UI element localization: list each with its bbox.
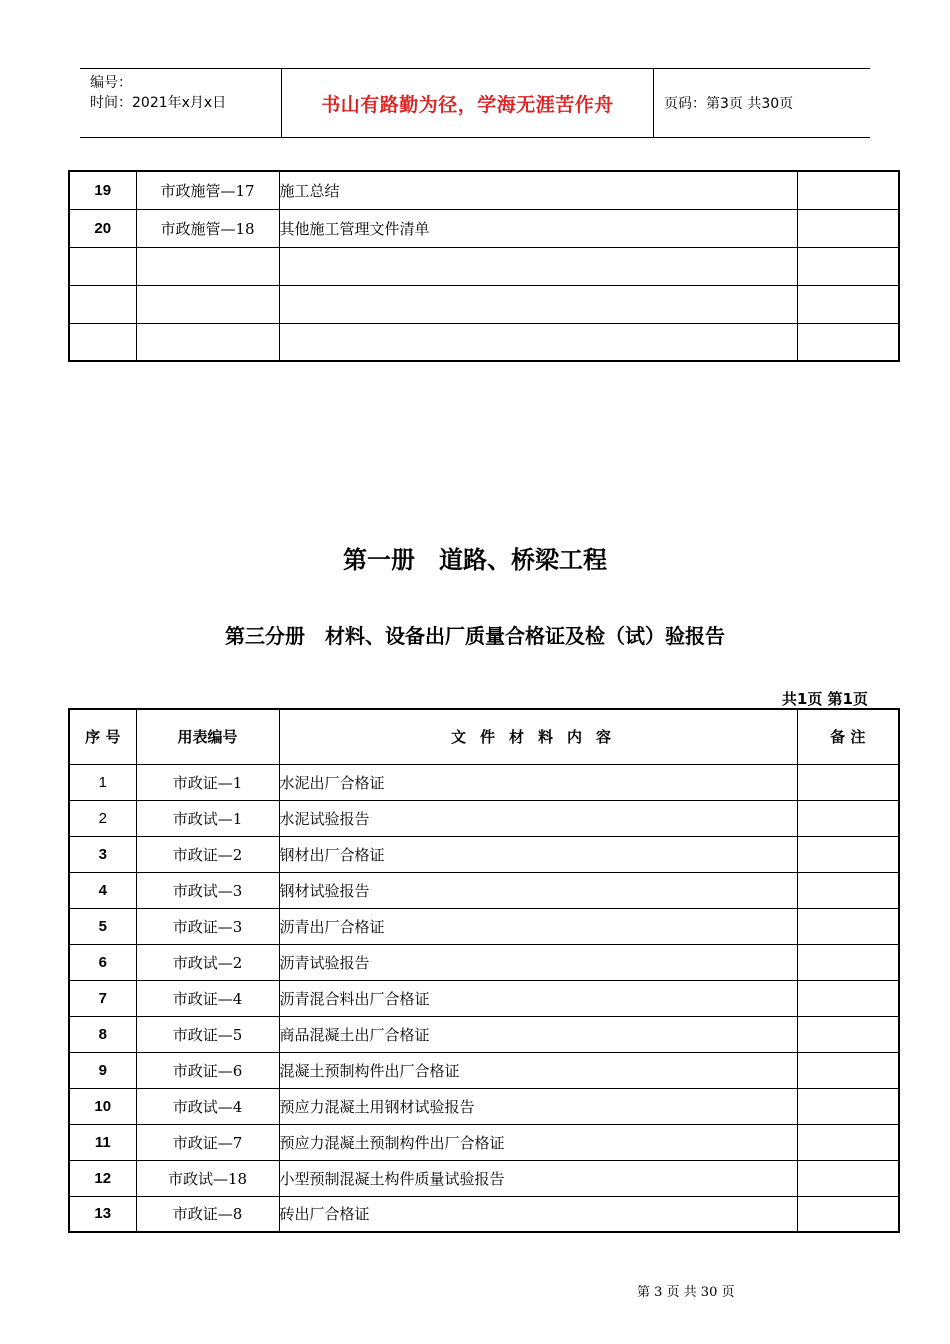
form-code: 市政证—8 [136,1196,279,1232]
table-row [69,285,899,323]
table-row [69,1088,899,1124]
row-number: 2 [69,800,136,836]
remark [797,836,899,872]
remark [797,1052,899,1088]
row-number: 19 [69,171,136,209]
row-number: 10 [69,1088,136,1124]
subvolume-title: 第三分册 材料、设备出厂质量合格证及检（试）验报告 [225,624,725,648]
row-number: 12 [69,1160,136,1196]
table-row [69,171,899,209]
header-motto: 书山有路勤为径，学海无涯苦作舟 [282,69,654,137]
form-code: 市政证—1 [136,764,279,800]
form-code: 市政证—7 [136,1124,279,1160]
header-meta [80,69,282,137]
file-content: 小型预制混凝土构件质量试验报告 [279,1160,797,1196]
materials-file-table [68,708,900,1233]
table-row [69,800,899,836]
table-page-count: 共1页 第1页 [781,690,868,708]
top-file-table [68,170,900,362]
remark [797,171,899,209]
form-code: 市政施管—18 [136,209,279,247]
file-content: 钢材出厂合格证 [279,836,797,872]
row-number: 7 [69,980,136,1016]
page-footer: 第 3 页 共 30 页 [637,1285,735,1300]
remark [797,872,899,908]
table-row [69,944,899,980]
table-row [69,1160,899,1196]
row-number [69,285,136,323]
file-content: 其他施工管理文件清单 [279,209,797,247]
file-content [279,247,797,285]
file-content: 商品混凝土出厂合格证 [279,1016,797,1052]
table-row [69,836,899,872]
remark [797,1124,899,1160]
file-content: 砖出厂合格证 [279,1196,797,1232]
remark [797,980,899,1016]
header-code: 用表编号 [136,709,279,764]
table-row [69,764,899,800]
table-row [69,1124,899,1160]
table-header-row [69,709,899,764]
remark [797,1160,899,1196]
row-number: 9 [69,1052,136,1088]
table-row [69,323,899,361]
file-content: 沥青出厂合格证 [279,908,797,944]
form-code: 市政施管—17 [136,171,279,209]
table-row [69,1196,899,1232]
table-row [69,980,899,1016]
file-content: 沥青试验报告 [279,944,797,980]
form-code [136,323,279,361]
form-code: 市政证—5 [136,1016,279,1052]
file-content: 钢材试验报告 [279,872,797,908]
remark [797,1196,899,1232]
file-content: 混凝土预制构件出厂合格证 [279,1052,797,1088]
remark [797,908,899,944]
header-note: 备 注 [797,709,899,764]
row-number: 4 [69,872,136,908]
remark [797,1088,899,1124]
volume-title: 第一册 道路、桥梁工程 [343,546,607,574]
remark [797,764,899,800]
form-code: 市政试—3 [136,872,279,908]
file-content: 水泥试验报告 [279,800,797,836]
table-row [69,1016,899,1052]
file-content: 施工总结 [279,171,797,209]
file-content [279,323,797,361]
remark [797,285,899,323]
row-number [69,247,136,285]
remark [797,800,899,836]
table-row [69,1052,899,1088]
page-header [80,68,870,138]
row-number: 11 [69,1124,136,1160]
form-code: 市政试—18 [136,1160,279,1196]
header-page-info: 页码：第3页 共30页 [664,96,794,112]
remark [797,1016,899,1052]
row-number: 1 [69,764,136,800]
remark [797,247,899,285]
form-code [136,247,279,285]
table-row [69,247,899,285]
file-content: 预应力混凝土用钢材试验报告 [279,1088,797,1124]
row-number: 20 [69,209,136,247]
header-content: 文件材料内容 [279,709,797,764]
remark [797,323,899,361]
row-number [69,323,136,361]
time-label: 时间：2021年x月x日 [90,95,227,111]
header-no: 序 号 [69,709,136,764]
form-code: 市政证—6 [136,1052,279,1088]
table-row [69,872,899,908]
number-label: 编号： [90,75,132,91]
form-code: 市政试—2 [136,944,279,980]
file-content [279,285,797,323]
file-content: 水泥出厂合格证 [279,764,797,800]
remark [797,944,899,980]
row-number: 3 [69,836,136,872]
table-row [69,908,899,944]
row-number: 6 [69,944,136,980]
form-code: 市政证—3 [136,908,279,944]
remark [797,209,899,247]
file-content: 沥青混合料出厂合格证 [279,980,797,1016]
row-number: 13 [69,1196,136,1232]
form-code: 市政试—4 [136,1088,279,1124]
form-code: 市政证—2 [136,836,279,872]
file-content: 预应力混凝土预制构件出厂合格证 [279,1124,797,1160]
form-code: 市政证—4 [136,980,279,1016]
form-code: 市政试—1 [136,800,279,836]
row-number: 5 [69,908,136,944]
form-code [136,285,279,323]
row-number: 8 [69,1016,136,1052]
table-row [69,209,899,247]
